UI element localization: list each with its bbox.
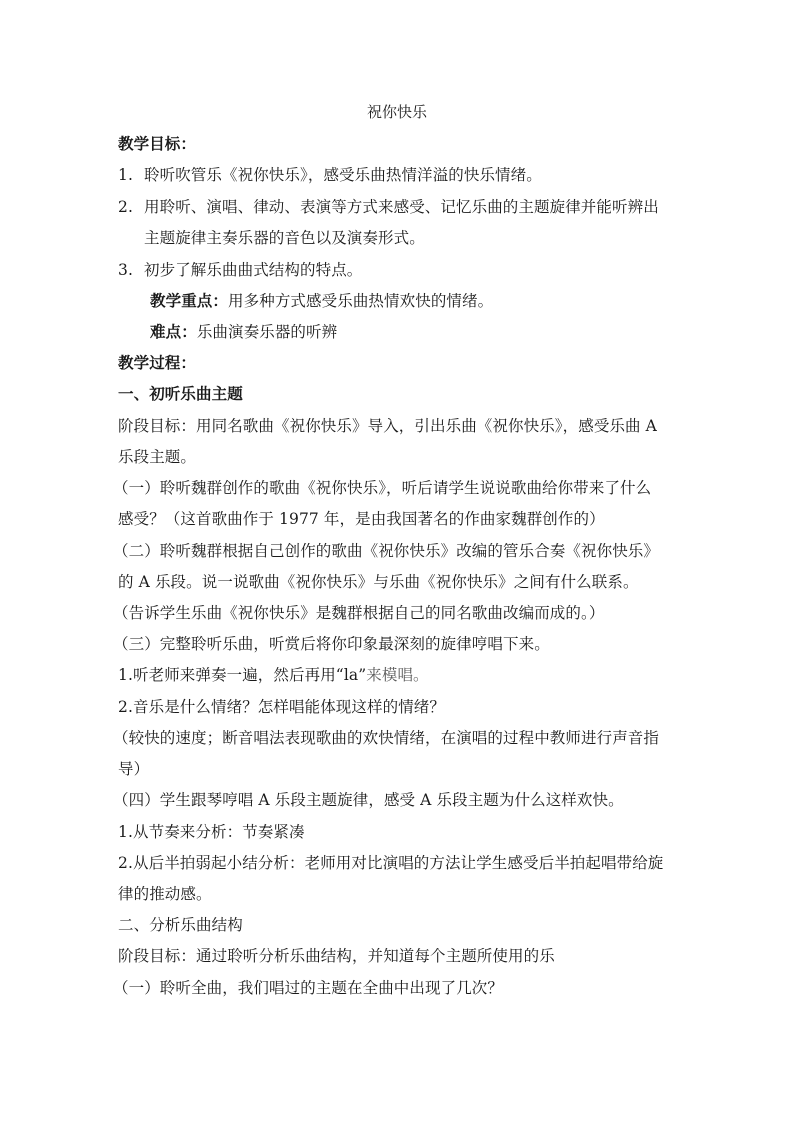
goals-heading: 教学目标： — [118, 134, 197, 153]
goal-text: 用聆听、演唱、律动、表演等方式来感受、记忆乐曲的主题旋律并能听辨出 — [144, 198, 659, 216]
goal-text: 初步了解乐曲曲式结构的特点。 — [144, 261, 363, 279]
paragraph-3: （三）完整聆听乐曲，听赏后将你印象最深刻的旋律哼唱下来。 — [113, 635, 550, 653]
paragraph-4: （四）学生跟琴哼唱 A 乐段主题旋律，感受 A 乐段主题为什么这样欢快。 — [113, 791, 624, 809]
section-2-heading: 二、分析乐曲结构 — [118, 916, 243, 934]
difficulty-label: 难点： — [150, 322, 197, 341]
section-2-paragraph-1: （一）聆听全曲，我们唱过的主题在全曲中出现了几次？ — [113, 979, 504, 997]
goal-number: 2. — [118, 198, 133, 216]
goal-text: 聆听吹管乐《祝你快乐》，感受乐曲热情洋溢的快乐情绪。 — [144, 166, 542, 184]
item-text-tail: 来模唱。 — [366, 666, 429, 684]
difficulty-text: 乐曲演奏乐器的听辨 — [196, 323, 338, 341]
page-title: 祝你快乐 — [366, 103, 427, 121]
difficulty-point — [150, 322, 710, 342]
paragraph-2: （二）聆听魏群根据自己创作的歌曲《祝你快乐》改编的管乐合奏《祝你快乐》 — [113, 542, 660, 560]
paragraph-1: （一）聆听魏群创作的歌曲《祝你快乐》，听后请学生说说歌曲给你带来了什么 — [113, 479, 652, 497]
paragraph-3-note-cont: 导） — [118, 760, 150, 778]
paragraph-2-cont: 的 A 乐段。说一说歌曲《祝你快乐》与乐曲《祝你快乐》之间有什么联系。 — [118, 573, 639, 591]
key-point-label: 教学重点： — [150, 291, 229, 310]
section-1-goal: 阶段目标：用同名歌曲《祝你快乐》导入，引出乐曲《祝你快乐》，感受乐曲 A — [118, 417, 657, 435]
paragraph-3-item-2: 2.音乐是什么情绪？怎样唱能体现这样的情绪？ — [118, 698, 445, 716]
goal-number: 3. — [118, 261, 133, 279]
section-1-goal-cont: 乐段主题。 — [118, 448, 197, 466]
paragraph-2-note: （告诉学生乐曲《祝你快乐》是魏群根据自己的同名歌曲改编而成的。） — [113, 604, 605, 622]
goal-item-2 — [118, 197, 678, 217]
goal-item-2-continuation: 主题旋律主奏乐器的音色以及演奏形式。 — [144, 229, 425, 247]
paragraph-1-cont: 感受？（这首歌曲作于 1977 年，是由我国著名的作曲家魏群创作的） — [118, 510, 605, 528]
key-point — [150, 291, 710, 311]
section-2-goal: 阶段目标：通过聆听分析乐曲结构，并知道每个主题所使用的乐 — [118, 947, 555, 965]
paragraph-3-note: （较快的速度；断音唱法表现歌曲的欢快情绪，在演唱的过程中教师进行声音指 — [113, 729, 660, 747]
paragraph-4-item-2-cont: 律的推动感。 — [118, 885, 212, 903]
process-heading: 教学过程： — [118, 353, 197, 372]
paragraph-4-item-2: 2.从后半拍弱起小结分析：老师用对比演唱的方法让学生感受后半拍起唱带给旋 — [118, 854, 664, 872]
paragraph-4-item-1: 1.从节奏来分析：节奏紧凑 — [118, 823, 305, 841]
item-text: 1.听老师来弹奏一遍，然后再用“la” — [118, 666, 367, 684]
goal-item-1 — [118, 165, 678, 185]
section-1-heading: 一、初听乐曲主题 — [118, 384, 243, 403]
goal-number: 1. — [118, 166, 133, 184]
paragraph-3-item-1 — [118, 665, 678, 685]
goal-item-3 — [118, 260, 678, 280]
key-point-text: 用多种方式感受乐曲热情欢快的情绪。 — [228, 292, 494, 310]
